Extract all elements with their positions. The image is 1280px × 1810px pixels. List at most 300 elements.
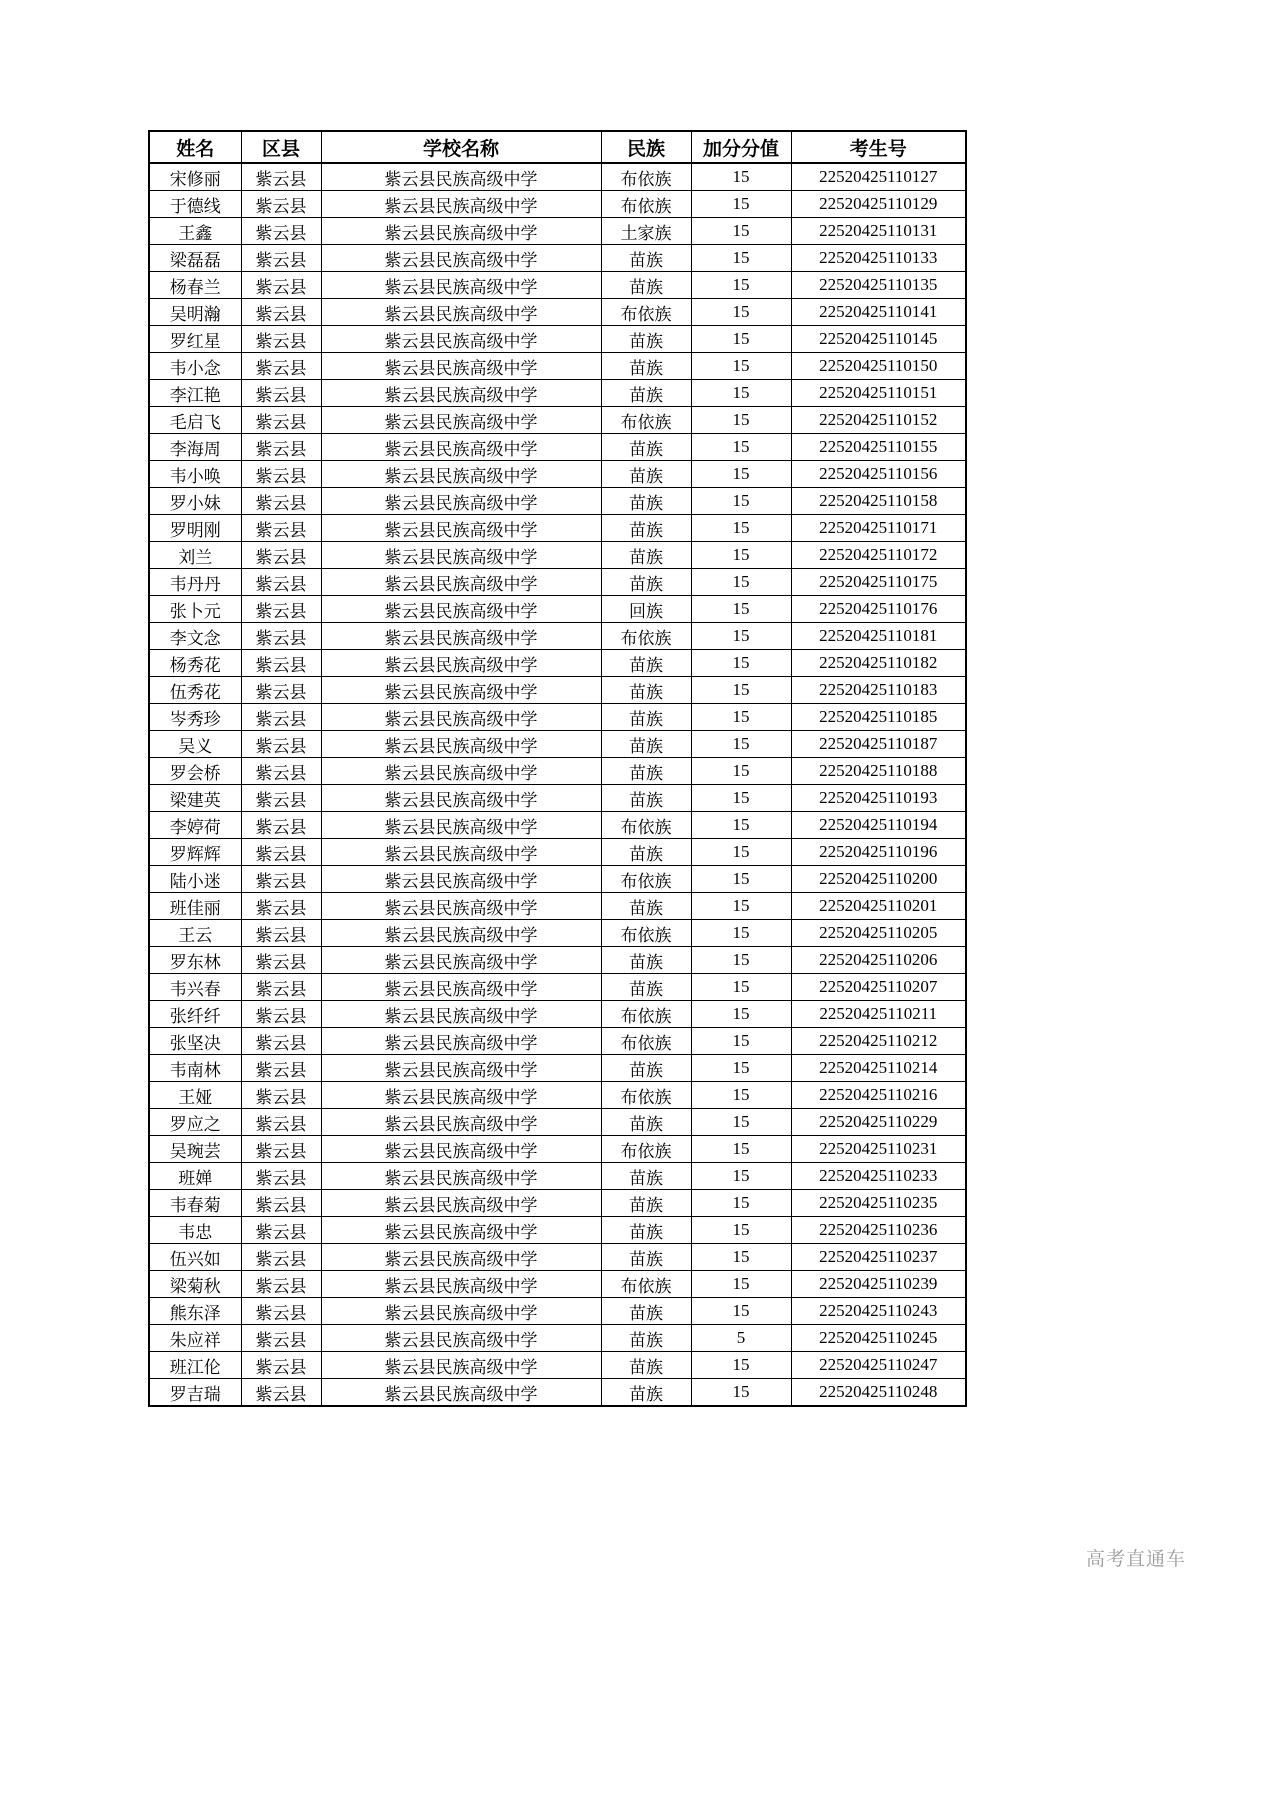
cell-name: 罗东林 xyxy=(149,947,241,974)
table-row xyxy=(149,623,966,650)
cell-school: 紫云县民族高级中学 xyxy=(321,1298,601,1325)
cell-school: 紫云县民族高级中学 xyxy=(321,812,601,839)
table-row xyxy=(149,596,966,623)
cell-candidate-no: 22520425110181 xyxy=(791,623,966,650)
column-header-ethnicity: 民族 xyxy=(601,131,691,163)
cell-name: 梁磊磊 xyxy=(149,245,241,272)
cell-name: 吴明瀚 xyxy=(149,299,241,326)
cell-candidate-no: 22520425110196 xyxy=(791,839,966,866)
cell-bonus: 15 xyxy=(691,515,791,542)
cell-school: 紫云县民族高级中学 xyxy=(321,947,601,974)
cell-bonus: 15 xyxy=(691,163,791,191)
cell-name: 罗应之 xyxy=(149,1109,241,1136)
cell-bonus: 15 xyxy=(691,974,791,1001)
cell-county: 紫云县 xyxy=(241,1298,321,1325)
cell-candidate-no: 22520425110239 xyxy=(791,1271,966,1298)
cell-candidate-no: 22520425110152 xyxy=(791,407,966,434)
cell-ethnicity: 布依族 xyxy=(601,623,691,650)
cell-school: 紫云县民族高级中学 xyxy=(321,272,601,299)
cell-county: 紫云县 xyxy=(241,920,321,947)
cell-name: 刘兰 xyxy=(149,542,241,569)
cell-bonus: 15 xyxy=(691,542,791,569)
cell-candidate-no: 22520425110231 xyxy=(791,1136,966,1163)
cell-ethnicity: 苗族 xyxy=(601,893,691,920)
cell-ethnicity: 苗族 xyxy=(601,1352,691,1379)
column-header-name: 姓名 xyxy=(149,131,241,163)
cell-county: 紫云县 xyxy=(241,569,321,596)
cell-county: 紫云县 xyxy=(241,677,321,704)
cell-name: 吴义 xyxy=(149,731,241,758)
table-row xyxy=(149,1352,966,1379)
table-row xyxy=(149,245,966,272)
cell-county: 紫云县 xyxy=(241,623,321,650)
cell-bonus: 15 xyxy=(691,1298,791,1325)
cell-school: 紫云县民族高级中学 xyxy=(321,1271,601,1298)
cell-school: 紫云县民族高级中学 xyxy=(321,515,601,542)
cell-county: 紫云县 xyxy=(241,1352,321,1379)
cell-name: 毛启飞 xyxy=(149,407,241,434)
cell-name: 李江艳 xyxy=(149,380,241,407)
table-row xyxy=(149,1001,966,1028)
table-row xyxy=(149,461,966,488)
cell-bonus: 15 xyxy=(691,1001,791,1028)
cell-bonus: 15 xyxy=(691,1082,791,1109)
cell-bonus: 15 xyxy=(691,1028,791,1055)
cell-school: 紫云县民族高级中学 xyxy=(321,1082,601,1109)
cell-ethnicity: 苗族 xyxy=(601,974,691,1001)
cell-school: 紫云县民族高级中学 xyxy=(321,245,601,272)
cell-candidate-no: 22520425110235 xyxy=(791,1190,966,1217)
cell-county: 紫云县 xyxy=(241,1001,321,1028)
cell-school: 紫云县民族高级中学 xyxy=(321,1244,601,1271)
cell-county: 紫云县 xyxy=(241,866,321,893)
cell-school: 紫云县民族高级中学 xyxy=(321,434,601,461)
table-row xyxy=(149,893,966,920)
cell-county: 紫云县 xyxy=(241,893,321,920)
cell-school: 紫云县民族高级中学 xyxy=(321,677,601,704)
cell-candidate-no: 22520425110175 xyxy=(791,569,966,596)
cell-bonus: 5 xyxy=(691,1325,791,1352)
cell-name: 班佳丽 xyxy=(149,893,241,920)
cell-school: 紫云县民族高级中学 xyxy=(321,1001,601,1028)
cell-school: 紫云县民族高级中学 xyxy=(321,1379,601,1407)
cell-county: 紫云县 xyxy=(241,650,321,677)
cell-ethnicity: 布依族 xyxy=(601,920,691,947)
table-row xyxy=(149,1082,966,1109)
cell-name: 王云 xyxy=(149,920,241,947)
cell-bonus: 15 xyxy=(691,380,791,407)
cell-school: 紫云县民族高级中学 xyxy=(321,704,601,731)
cell-bonus: 15 xyxy=(691,245,791,272)
cell-name: 班江伦 xyxy=(149,1352,241,1379)
cell-county: 紫云县 xyxy=(241,1136,321,1163)
cell-name: 李海周 xyxy=(149,434,241,461)
cell-school: 紫云县民族高级中学 xyxy=(321,1352,601,1379)
cell-county: 紫云县 xyxy=(241,974,321,1001)
cell-county: 紫云县 xyxy=(241,839,321,866)
table-body xyxy=(149,163,966,1406)
cell-candidate-no: 22520425110247 xyxy=(791,1352,966,1379)
cell-name: 王娅 xyxy=(149,1082,241,1109)
cell-ethnicity: 苗族 xyxy=(601,947,691,974)
cell-candidate-no: 22520425110237 xyxy=(791,1244,966,1271)
cell-school: 紫云县民族高级中学 xyxy=(321,1136,601,1163)
cell-ethnicity: 回族 xyxy=(601,596,691,623)
cell-county: 紫云县 xyxy=(241,1190,321,1217)
table-row xyxy=(149,1325,966,1352)
cell-name: 韦南林 xyxy=(149,1055,241,1082)
cell-candidate-no: 22520425110206 xyxy=(791,947,966,974)
cell-school: 紫云县民族高级中学 xyxy=(321,461,601,488)
cell-name: 张坚决 xyxy=(149,1028,241,1055)
cell-name: 岑秀珍 xyxy=(149,704,241,731)
cell-name: 罗吉瑞 xyxy=(149,1379,241,1407)
cell-bonus: 15 xyxy=(691,1271,791,1298)
table-row xyxy=(149,1190,966,1217)
cell-bonus: 15 xyxy=(691,272,791,299)
cell-school: 紫云县民族高级中学 xyxy=(321,974,601,1001)
cell-ethnicity: 苗族 xyxy=(601,353,691,380)
cell-county: 紫云县 xyxy=(241,947,321,974)
cell-ethnicity: 苗族 xyxy=(601,461,691,488)
cell-name: 杨秀花 xyxy=(149,650,241,677)
cell-school: 紫云县民族高级中学 xyxy=(321,1109,601,1136)
table-row xyxy=(149,785,966,812)
cell-name: 李文念 xyxy=(149,623,241,650)
cell-candidate-no: 22520425110194 xyxy=(791,812,966,839)
cell-ethnicity: 苗族 xyxy=(601,1325,691,1352)
cell-candidate-no: 22520425110145 xyxy=(791,326,966,353)
cell-name: 罗红星 xyxy=(149,326,241,353)
cell-candidate-no: 22520425110176 xyxy=(791,596,966,623)
cell-bonus: 15 xyxy=(691,299,791,326)
cell-candidate-no: 22520425110183 xyxy=(791,677,966,704)
cell-county: 紫云县 xyxy=(241,1379,321,1407)
cell-candidate-no: 22520425110172 xyxy=(791,542,966,569)
table-row xyxy=(149,1379,966,1407)
cell-ethnicity: 苗族 xyxy=(601,1217,691,1244)
table-row xyxy=(149,380,966,407)
cell-school: 紫云县民族高级中学 xyxy=(321,1163,601,1190)
cell-county: 紫云县 xyxy=(241,326,321,353)
cell-school: 紫云县民族高级中学 xyxy=(321,191,601,218)
cell-county: 紫云县 xyxy=(241,731,321,758)
cell-candidate-no: 22520425110127 xyxy=(791,163,966,191)
cell-school: 紫云县民族高级中学 xyxy=(321,839,601,866)
cell-ethnicity: 苗族 xyxy=(601,758,691,785)
cell-name: 韦忠 xyxy=(149,1217,241,1244)
cell-county: 紫云县 xyxy=(241,1163,321,1190)
table-row xyxy=(149,218,966,245)
table-row xyxy=(149,758,966,785)
cell-candidate-no: 22520425110205 xyxy=(791,920,966,947)
cell-ethnicity: 苗族 xyxy=(601,245,691,272)
cell-school: 紫云县民族高级中学 xyxy=(321,1217,601,1244)
cell-school: 紫云县民族高级中学 xyxy=(321,1190,601,1217)
cell-county: 紫云县 xyxy=(241,191,321,218)
cell-name: 韦小唤 xyxy=(149,461,241,488)
cell-candidate-no: 22520425110158 xyxy=(791,488,966,515)
cell-ethnicity: 布依族 xyxy=(601,812,691,839)
cell-school: 紫云县民族高级中学 xyxy=(321,893,601,920)
cell-name: 韦兴春 xyxy=(149,974,241,1001)
cell-county: 紫云县 xyxy=(241,542,321,569)
cell-ethnicity: 苗族 xyxy=(601,1163,691,1190)
cell-candidate-no: 22520425110150 xyxy=(791,353,966,380)
cell-bonus: 15 xyxy=(691,1244,791,1271)
cell-county: 紫云县 xyxy=(241,299,321,326)
cell-bonus: 15 xyxy=(691,1379,791,1407)
cell-candidate-no: 22520425110133 xyxy=(791,245,966,272)
cell-county: 紫云县 xyxy=(241,812,321,839)
cell-bonus: 15 xyxy=(691,326,791,353)
cell-ethnicity: 苗族 xyxy=(601,1190,691,1217)
cell-candidate-no: 22520425110201 xyxy=(791,893,966,920)
cell-bonus: 15 xyxy=(691,677,791,704)
cell-ethnicity: 苗族 xyxy=(601,1244,691,1271)
cell-school: 紫云县民族高级中学 xyxy=(321,920,601,947)
cell-school: 紫云县民族高级中学 xyxy=(321,569,601,596)
cell-ethnicity: 布依族 xyxy=(601,407,691,434)
cell-school: 紫云县民族高级中学 xyxy=(321,488,601,515)
cell-county: 紫云县 xyxy=(241,1244,321,1271)
cell-bonus: 15 xyxy=(691,407,791,434)
cell-ethnicity: 苗族 xyxy=(601,677,691,704)
cell-county: 紫云县 xyxy=(241,1082,321,1109)
cell-ethnicity: 苗族 xyxy=(601,434,691,461)
cell-name: 朱应祥 xyxy=(149,1325,241,1352)
cell-candidate-no: 22520425110207 xyxy=(791,974,966,1001)
table-row xyxy=(149,1055,966,1082)
cell-bonus: 15 xyxy=(691,758,791,785)
cell-bonus: 15 xyxy=(691,191,791,218)
cell-candidate-no: 22520425110193 xyxy=(791,785,966,812)
table-row xyxy=(149,542,966,569)
table-row xyxy=(149,704,966,731)
cell-school: 紫云县民族高级中学 xyxy=(321,731,601,758)
cell-name: 王鑫 xyxy=(149,218,241,245)
watermark-text: 高考直通车 xyxy=(1086,1549,1187,1570)
cell-ethnicity: 苗族 xyxy=(601,1055,691,1082)
cell-candidate-no: 22520425110155 xyxy=(791,434,966,461)
cell-candidate-no: 22520425110248 xyxy=(791,1379,966,1407)
cell-bonus: 15 xyxy=(691,947,791,974)
cell-ethnicity: 苗族 xyxy=(601,326,691,353)
cell-county: 紫云县 xyxy=(241,596,321,623)
cell-bonus: 15 xyxy=(691,218,791,245)
cell-ethnicity: 苗族 xyxy=(601,272,691,299)
table-row xyxy=(149,650,966,677)
cell-name: 罗小妹 xyxy=(149,488,241,515)
cell-bonus: 15 xyxy=(691,785,791,812)
column-header-school: 学校名称 xyxy=(321,131,601,163)
cell-bonus: 15 xyxy=(691,1217,791,1244)
cell-name: 陆小迷 xyxy=(149,866,241,893)
column-header-county: 区县 xyxy=(241,131,321,163)
cell-school: 紫云县民族高级中学 xyxy=(321,650,601,677)
cell-school: 紫云县民族高级中学 xyxy=(321,163,601,191)
table-row xyxy=(149,569,966,596)
cell-candidate-no: 22520425110182 xyxy=(791,650,966,677)
cell-ethnicity: 土家族 xyxy=(601,218,691,245)
cell-name: 韦春菊 xyxy=(149,1190,241,1217)
table-row xyxy=(149,407,966,434)
cell-school: 紫云县民族高级中学 xyxy=(321,380,601,407)
cell-bonus: 15 xyxy=(691,1136,791,1163)
table-row xyxy=(149,1244,966,1271)
cell-ethnicity: 布依族 xyxy=(601,866,691,893)
cell-candidate-no: 22520425110243 xyxy=(791,1298,966,1325)
table-row xyxy=(149,1163,966,1190)
cell-ethnicity: 布依族 xyxy=(601,1001,691,1028)
cell-bonus: 15 xyxy=(691,596,791,623)
cell-candidate-no: 22520425110216 xyxy=(791,1082,966,1109)
cell-candidate-no: 22520425110185 xyxy=(791,704,966,731)
table-row xyxy=(149,866,966,893)
cell-school: 紫云县民族高级中学 xyxy=(321,542,601,569)
cell-name: 伍秀花 xyxy=(149,677,241,704)
cell-bonus: 15 xyxy=(691,434,791,461)
cell-bonus: 15 xyxy=(691,569,791,596)
table-header-row xyxy=(149,131,966,163)
cell-ethnicity: 布依族 xyxy=(601,1082,691,1109)
table-row xyxy=(149,299,966,326)
cell-ethnicity: 苗族 xyxy=(601,731,691,758)
cell-school: 紫云县民族高级中学 xyxy=(321,1325,601,1352)
cell-candidate-no: 22520425110141 xyxy=(791,299,966,326)
cell-bonus: 15 xyxy=(691,1190,791,1217)
cell-candidate-no: 22520425110214 xyxy=(791,1055,966,1082)
cell-bonus: 15 xyxy=(691,704,791,731)
table-row xyxy=(149,353,966,380)
cell-candidate-no: 22520425110156 xyxy=(791,461,966,488)
cell-bonus: 15 xyxy=(691,893,791,920)
cell-name: 宋修丽 xyxy=(149,163,241,191)
cell-county: 紫云县 xyxy=(241,758,321,785)
cell-candidate-no: 22520425110233 xyxy=(791,1163,966,1190)
cell-school: 紫云县民族高级中学 xyxy=(321,758,601,785)
cell-ethnicity: 布依族 xyxy=(601,1271,691,1298)
cell-bonus: 15 xyxy=(691,461,791,488)
cell-ethnicity: 布依族 xyxy=(601,191,691,218)
cell-candidate-no: 22520425110211 xyxy=(791,1001,966,1028)
table-row xyxy=(149,920,966,947)
cell-bonus: 15 xyxy=(691,1352,791,1379)
cell-ethnicity: 苗族 xyxy=(601,1109,691,1136)
cell-bonus: 15 xyxy=(691,731,791,758)
cell-candidate-no: 22520425110229 xyxy=(791,1109,966,1136)
cell-ethnicity: 布依族 xyxy=(601,163,691,191)
cell-county: 紫云县 xyxy=(241,272,321,299)
cell-bonus: 15 xyxy=(691,1055,791,1082)
cell-county: 紫云县 xyxy=(241,163,321,191)
table-row xyxy=(149,272,966,299)
table-row xyxy=(149,1028,966,1055)
cell-county: 紫云县 xyxy=(241,434,321,461)
cell-school: 紫云县民族高级中学 xyxy=(321,407,601,434)
cell-ethnicity: 苗族 xyxy=(601,1298,691,1325)
cell-name: 罗会桥 xyxy=(149,758,241,785)
cell-school: 紫云县民族高级中学 xyxy=(321,866,601,893)
cell-school: 紫云县民族高级中学 xyxy=(321,218,601,245)
cell-candidate-no: 22520425110187 xyxy=(791,731,966,758)
cell-bonus: 15 xyxy=(691,623,791,650)
cell-school: 紫云县民族高级中学 xyxy=(321,785,601,812)
cell-school: 紫云县民族高级中学 xyxy=(321,326,601,353)
cell-school: 紫云县民族高级中学 xyxy=(321,353,601,380)
cell-name: 吴琬芸 xyxy=(149,1136,241,1163)
cell-bonus: 15 xyxy=(691,1109,791,1136)
cell-ethnicity: 苗族 xyxy=(601,650,691,677)
cell-name: 班婵 xyxy=(149,1163,241,1190)
cell-school: 紫云县民族高级中学 xyxy=(321,596,601,623)
cell-ethnicity: 苗族 xyxy=(601,380,691,407)
cell-bonus: 15 xyxy=(691,488,791,515)
cell-name: 罗明刚 xyxy=(149,515,241,542)
table-row xyxy=(149,1298,966,1325)
cell-name: 杨春兰 xyxy=(149,272,241,299)
cell-ethnicity: 苗族 xyxy=(601,1379,691,1407)
cell-candidate-no: 22520425110151 xyxy=(791,380,966,407)
table-row xyxy=(149,488,966,515)
table-row xyxy=(149,1271,966,1298)
cell-ethnicity: 苗族 xyxy=(601,515,691,542)
cell-name: 于德线 xyxy=(149,191,241,218)
cell-county: 紫云县 xyxy=(241,1217,321,1244)
cell-name: 梁菊秋 xyxy=(149,1271,241,1298)
cell-candidate-no: 22520425110129 xyxy=(791,191,966,218)
cell-candidate-no: 22520425110171 xyxy=(791,515,966,542)
cell-county: 紫云县 xyxy=(241,515,321,542)
cell-candidate-no: 22520425110236 xyxy=(791,1217,966,1244)
table-row xyxy=(149,1109,966,1136)
cell-school: 紫云县民族高级中学 xyxy=(321,1028,601,1055)
cell-bonus: 15 xyxy=(691,1163,791,1190)
cell-name: 罗辉辉 xyxy=(149,839,241,866)
table-row xyxy=(149,163,966,191)
cell-bonus: 15 xyxy=(691,866,791,893)
cell-candidate-no: 22520425110212 xyxy=(791,1028,966,1055)
cell-ethnicity: 苗族 xyxy=(601,488,691,515)
cell-bonus: 15 xyxy=(691,650,791,677)
table-row xyxy=(149,434,966,461)
cell-county: 紫云县 xyxy=(241,245,321,272)
cell-candidate-no: 22520425110131 xyxy=(791,218,966,245)
cell-name: 伍兴如 xyxy=(149,1244,241,1271)
table-row xyxy=(149,515,966,542)
table-row xyxy=(149,326,966,353)
cell-name: 张卜元 xyxy=(149,596,241,623)
column-header-bonus: 加分分值 xyxy=(691,131,791,163)
cell-bonus: 15 xyxy=(691,353,791,380)
cell-county: 紫云县 xyxy=(241,380,321,407)
bonus-points-table xyxy=(148,130,967,1407)
cell-ethnicity: 布依族 xyxy=(601,299,691,326)
cell-county: 紫云县 xyxy=(241,1055,321,1082)
column-header-candidate-no: 考生号 xyxy=(791,131,966,163)
cell-county: 紫云县 xyxy=(241,218,321,245)
table-row xyxy=(149,974,966,1001)
cell-name: 张纤纤 xyxy=(149,1001,241,1028)
cell-candidate-no: 22520425110188 xyxy=(791,758,966,785)
cell-name: 韦丹丹 xyxy=(149,569,241,596)
table-row xyxy=(149,947,966,974)
table-row xyxy=(149,812,966,839)
cell-county: 紫云县 xyxy=(241,353,321,380)
cell-county: 紫云县 xyxy=(241,461,321,488)
cell-ethnicity: 苗族 xyxy=(601,542,691,569)
cell-candidate-no: 22520425110135 xyxy=(791,272,966,299)
